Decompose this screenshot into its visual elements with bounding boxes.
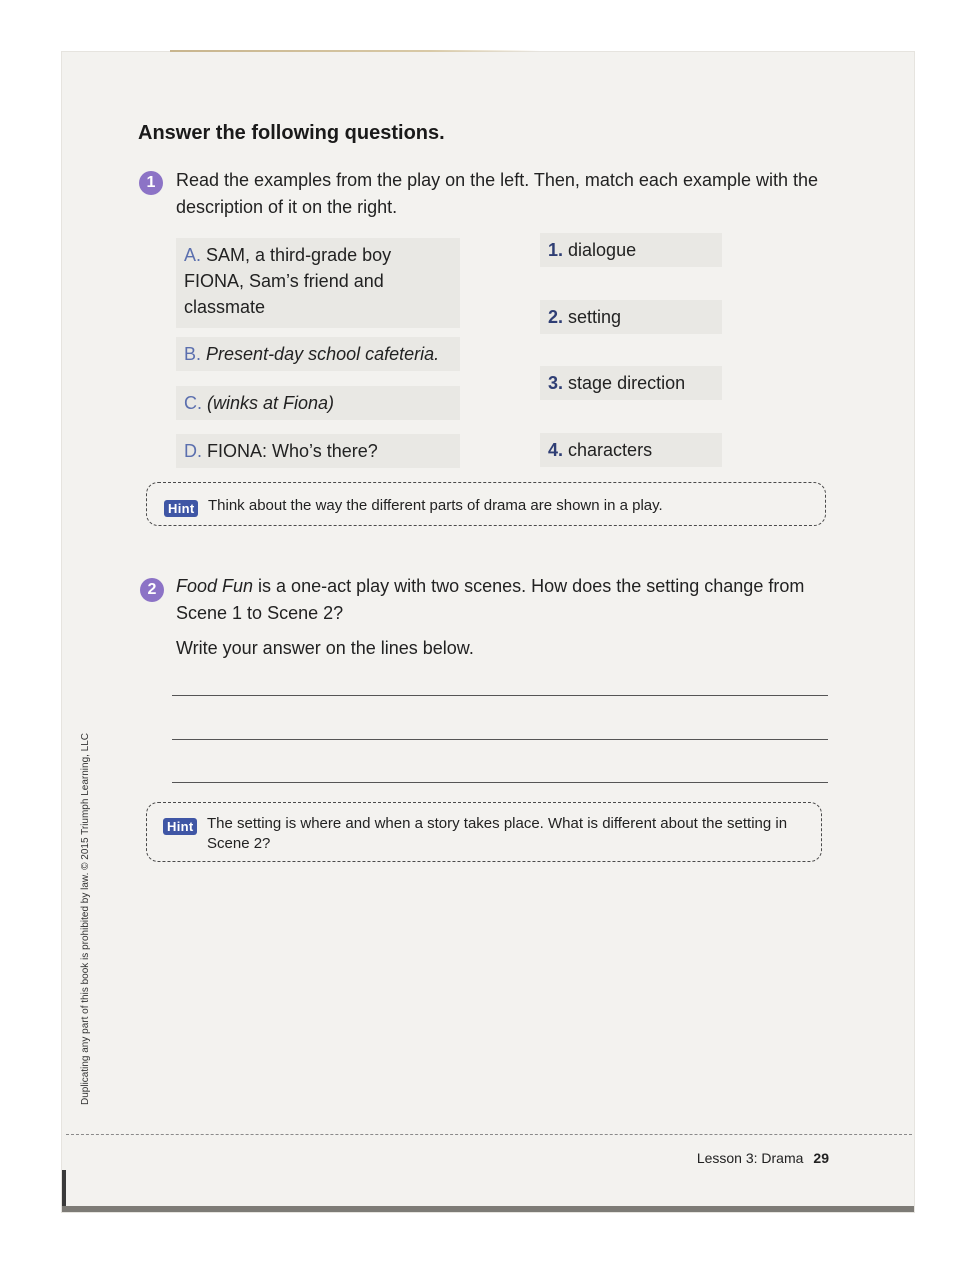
lesson-title: Lesson 3: Drama xyxy=(696,1150,804,1166)
question-2-number: 2 xyxy=(140,578,164,602)
example-text: SAM, a third-grade boy FIONA, Sam’s friend and classmate xyxy=(184,245,392,317)
answer-line-2[interactable] xyxy=(172,739,828,740)
description-text: setting xyxy=(568,307,622,327)
example-text: FIONA: Who’s there? xyxy=(207,441,378,461)
example-b[interactable] xyxy=(176,337,460,371)
page-heading: Answer the following questions. xyxy=(138,122,445,144)
copyright-notice: Duplicating any part of this book is prohibited by law. © 2015 Triumph Learning, LLC xyxy=(80,732,91,1105)
example-letter: A. xyxy=(184,245,202,265)
question-1-number: 1 xyxy=(139,171,163,195)
page-number: 29 xyxy=(813,1150,829,1166)
answer-line-3[interactable] xyxy=(172,782,828,783)
example-text: Present-day school cafeteria. xyxy=(206,344,440,364)
example-a[interactable] xyxy=(176,238,460,328)
example-letter: C. xyxy=(184,393,202,413)
description-text: dialogue xyxy=(568,240,637,260)
top-rule xyxy=(170,50,540,52)
description-number: 2. xyxy=(548,307,564,327)
answer-line-1[interactable] xyxy=(172,695,828,696)
question-2-body: is a one-act play with two scenes. How does the setting change from Scene 1 to Scene 2? xyxy=(176,576,805,623)
description-text: characters xyxy=(568,440,653,460)
question-2-text xyxy=(176,573,836,627)
page-bottom-edge xyxy=(62,1206,914,1212)
example-letter: D. xyxy=(184,441,202,461)
page-footer xyxy=(697,1150,829,1166)
description-1[interactable] xyxy=(540,233,722,267)
footer-divider xyxy=(66,1134,912,1135)
hint-badge-1: Hint xyxy=(164,500,198,517)
description-number: 1. xyxy=(548,240,564,260)
workbook-page xyxy=(62,52,914,1212)
hint-text-2: The setting is where and when a story takes place. What is different about the setting in Scene 2? xyxy=(207,815,788,852)
question-1-text: Read the examples from the play on the left. Then, match each example with the description of it on the right. xyxy=(176,170,819,217)
example-text: (winks at Fiona) xyxy=(207,393,335,413)
hint-badge-2: Hint xyxy=(163,818,197,835)
example-d[interactable] xyxy=(176,434,460,468)
hint-text-1: Think about the way the different parts of drama are shown in a play. xyxy=(208,497,663,514)
description-number: 4. xyxy=(548,440,564,460)
play-title: Food Fun xyxy=(176,576,254,596)
description-number: 3. xyxy=(548,373,564,393)
question-2-instruction: Write your answer on the lines below. xyxy=(176,638,474,658)
description-text: stage direction xyxy=(568,373,686,393)
description-4[interactable] xyxy=(540,433,722,467)
example-c[interactable] xyxy=(176,386,460,420)
description-3[interactable] xyxy=(540,366,722,400)
description-2[interactable] xyxy=(540,300,722,334)
example-letter: B. xyxy=(184,344,202,364)
